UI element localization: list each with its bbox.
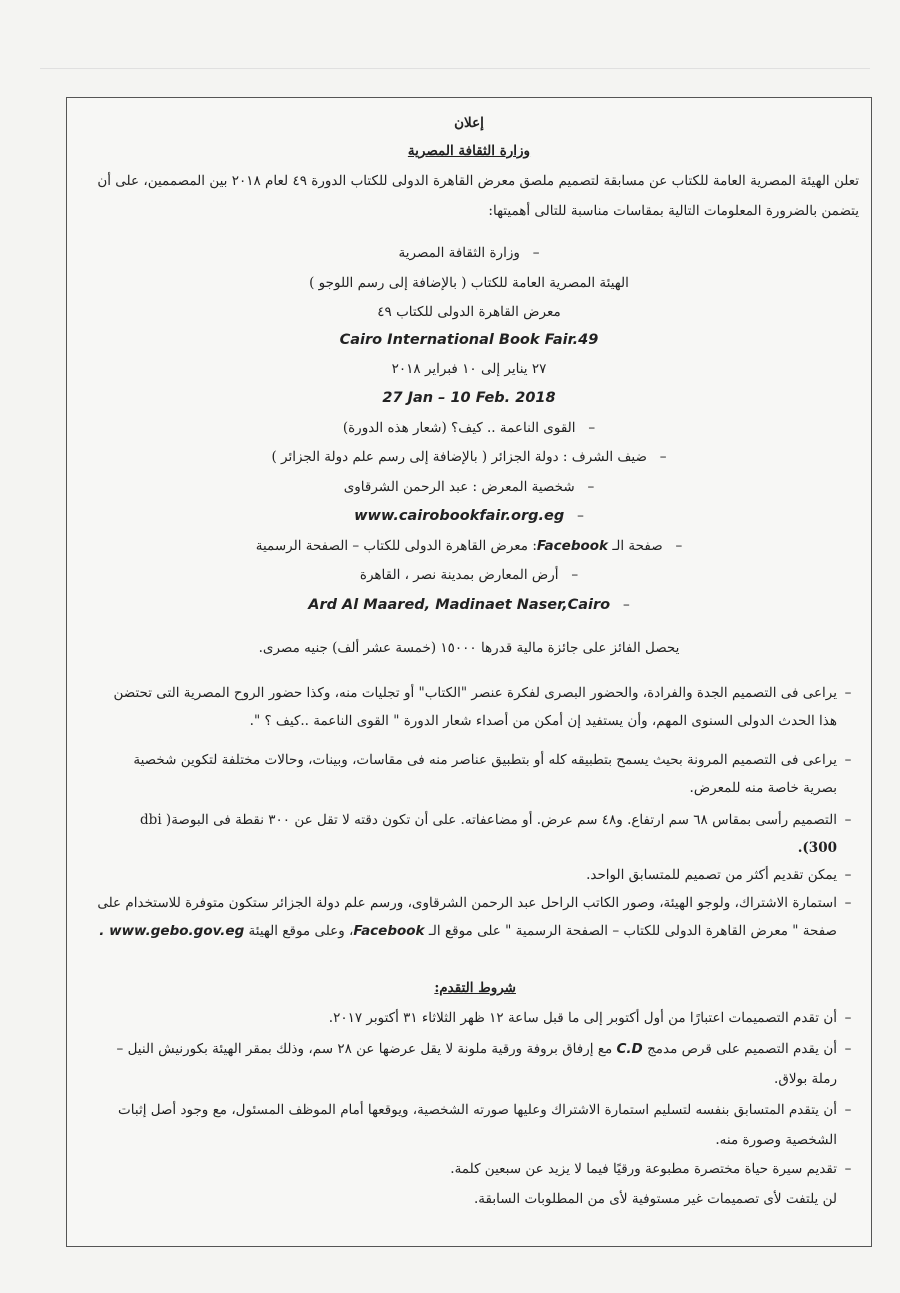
dash: – xyxy=(844,867,852,883)
dash: – xyxy=(577,508,584,524)
guideline-4-text: يمكن تقديم أكثر من تصميم للمتسابق الواحد. xyxy=(586,867,837,883)
dash: – xyxy=(844,685,852,701)
info-fair-en: Cairo International Book Fair.49 xyxy=(339,332,599,348)
guideline-2-text: يراعى فى التصميم المرونة بحيث يسمح بتطبيقه كله أو بتطبيق عناصر منه فى مقاسات، وبينات، وحالات مختلفة لتكوين شخصية xyxy=(133,752,837,768)
info-venue-en: Ard Al Maared, Madinaet Naser,Cairo xyxy=(308,597,611,613)
guideline-5-line-1 xyxy=(79,894,859,912)
info-website: www.cairobookfair.org.eg xyxy=(354,508,565,524)
guideline-2-line-1 xyxy=(79,751,859,769)
condition-3-text: أن يتقدم المتسابق بنفسه لتسليم استمارة الاشتراك وعليها صورته الشخصية، ويوقعها أمام الموظف المسئول، مع وجود أصل إثبات xyxy=(118,1102,837,1118)
info-venue-ar-text: أرض المعارض بمدينة نصر ، القاهرة xyxy=(359,567,559,583)
dash: – xyxy=(659,449,667,465)
condition-1 xyxy=(79,1009,859,1027)
info-facebook-row xyxy=(67,537,871,555)
announcement-title: إعلان xyxy=(454,115,484,131)
guideline-5-text-b: ، وعلى موقع الهيئة xyxy=(248,923,354,939)
info-slogan-text: القوى الناعمة .. كيف؟ (شعار هذه الدورة) xyxy=(342,420,576,436)
info-authority: الهيئة المصرية العامة للكتاب ( بالإضافة إلى رسم اللوجو ) xyxy=(309,275,629,291)
info-personality-text: شخصية المعرض : عبد الرحمن الشرقاوى xyxy=(343,479,575,495)
info-facebook-prefix: صفحة الـ xyxy=(612,538,663,554)
conditions-title: شروط التقدم: xyxy=(434,980,516,996)
condition-2-text-b: مع إرفاق بروفة ورقية ملونة لا يقل عرضها عن ٢٨ سم، وذلك بمقر الهيئة بكورنيش النيل – xyxy=(116,1041,613,1057)
dash: – xyxy=(844,812,852,828)
condition-2-line-2: رملة بولاق. xyxy=(774,1071,837,1087)
dash: – xyxy=(571,567,579,583)
info-guest xyxy=(67,448,871,466)
dash: – xyxy=(844,895,852,911)
conditions-closing: لن يلتفت لأى تصميمات غير مستوفية لأى من المطلوبات السابقة. xyxy=(474,1191,837,1207)
dash: – xyxy=(844,1102,852,1118)
dash: – xyxy=(623,597,630,613)
guideline-1-line-1 xyxy=(79,684,859,702)
info-facebook-suffix: : معرض القاهرة الدولى للكتاب – الصفحة الرسمية xyxy=(255,538,537,554)
guideline-2-line-2: بصرية خاصة منه للمعرض. xyxy=(689,780,837,796)
condition-4 xyxy=(79,1160,859,1178)
guideline-3-line-1 xyxy=(79,811,859,829)
prize-line: يحصل الفائز على جائزة مالية قدرها ١٥٠٠٠ (خمسة عشر ألف) جنيه مصرى. xyxy=(258,640,680,656)
info-website-row xyxy=(67,507,871,525)
guideline-5-text-a: صفحة " معرض القاهرة الدولى للكتاب – الصفحة الرسمية " على موقع الـ xyxy=(428,923,837,939)
info-venue-en-row xyxy=(67,596,871,614)
condition-2-cd: C.D xyxy=(616,1041,643,1057)
dash: – xyxy=(844,1010,852,1026)
info-personality xyxy=(67,478,871,496)
announcement-content xyxy=(67,98,871,1246)
condition-2-line-1 xyxy=(79,1040,859,1058)
condition-3-line-1 xyxy=(79,1101,859,1119)
condition-3-line-2: الشخصية وصورة منه. xyxy=(715,1132,837,1148)
condition-2-text-a: أن يقدم التصميم على قرص مدمج xyxy=(647,1041,837,1057)
dash: – xyxy=(588,420,596,436)
info-slogan xyxy=(67,419,871,437)
guideline-1-text: يراعى فى التصميم الجدة والفرادة، والحضور البصرى لفكرة عنصر "الكتاب" أو تجليات منه، وكذا حضور الروح المصرية التى تحتضن xyxy=(113,685,837,701)
guideline-5-text: استمارة الاشتراك، ولوجو الهيئة، وصور الكاتب الراحل عبد الرحمن الشرقاوى، ورسم علم دولة الجزائر ستكون متوفرة للاستخدام على xyxy=(97,895,837,911)
info-ministry-text: وزارة الثقافة المصرية xyxy=(398,245,520,261)
intro-line-2: يتضمن بالضرورة المعلومات التالية بمقاسات مناسبة للتالى أهميتها: xyxy=(488,203,859,219)
page-top-rule xyxy=(40,68,870,69)
info-venue-ar xyxy=(67,566,871,584)
guideline-5-line-2 xyxy=(79,922,837,940)
dash: – xyxy=(844,752,852,768)
info-facebook-word: Facebook xyxy=(536,538,609,554)
info-ministry xyxy=(67,244,871,262)
info-dates-en: 27 Jan – 10 Feb. 2018 xyxy=(382,390,556,406)
dash: – xyxy=(675,538,683,554)
info-guest-text: ضيف الشرف : دولة الجزائر ( بالإضافة إلى رسم علم دولة الجزائر ) xyxy=(271,449,647,465)
guideline-1-line-2: هذا الحدث الدولى السنوى المهم، وأن يستفيد إن أمكن من أصداء شعار الدورة " القوى الناعمة ..كيف ؟ ". xyxy=(249,713,837,729)
guideline-4 xyxy=(79,866,859,884)
condition-4-text: تقديم سيرة حياة مختصرة مطبوعة ورقيًا فيما لا يزيد عن سبعين كلمة. xyxy=(450,1161,837,1177)
dash: – xyxy=(532,245,540,261)
guideline-5-facebook: Facebook xyxy=(353,923,425,939)
dash: – xyxy=(844,1041,852,1057)
dash: – xyxy=(587,479,595,495)
guideline-5-website: www.gebo.gov.eg . xyxy=(99,923,245,939)
guideline-3-text: التصميم رأسى بمقاس ٦٨ سم ارتفاع. و٤٨ سم عرض. أو مضاعفاته. على أن تكون دقته لا تقل عن ٣٠٠ نقطة فى البوصة( dbi xyxy=(140,812,837,828)
info-dates-ar: ٢٧ يناير إلى ١٠ فبراير ٢٠١٨ xyxy=(391,361,547,377)
dash: – xyxy=(844,1161,852,1177)
condition-1-text: أن تقدم التصميمات اعتبارًا من أول أكتوبر إلى ما قبل ساعة ١٢ ظهر الثلاثاء ٣١ أكتوبر ٢٠١٧. xyxy=(328,1010,837,1026)
guideline-3-line-2: .(300 xyxy=(797,840,837,856)
intro-line-1: تعلن الهيئة المصرية العامة للكتاب عن مسابقة لتصميم ملصق معرض القاهرة الدولى للكتاب الدورة ٤٩ لعام ٢٠١٨ بين المصممين، على أن xyxy=(97,173,859,189)
info-fair-ar: معرض القاهرة الدولى للكتاب ٤٩ xyxy=(377,304,561,320)
announcement-frame xyxy=(66,97,872,1247)
ministry-heading: وزارة الثقافة المصرية xyxy=(407,143,531,159)
